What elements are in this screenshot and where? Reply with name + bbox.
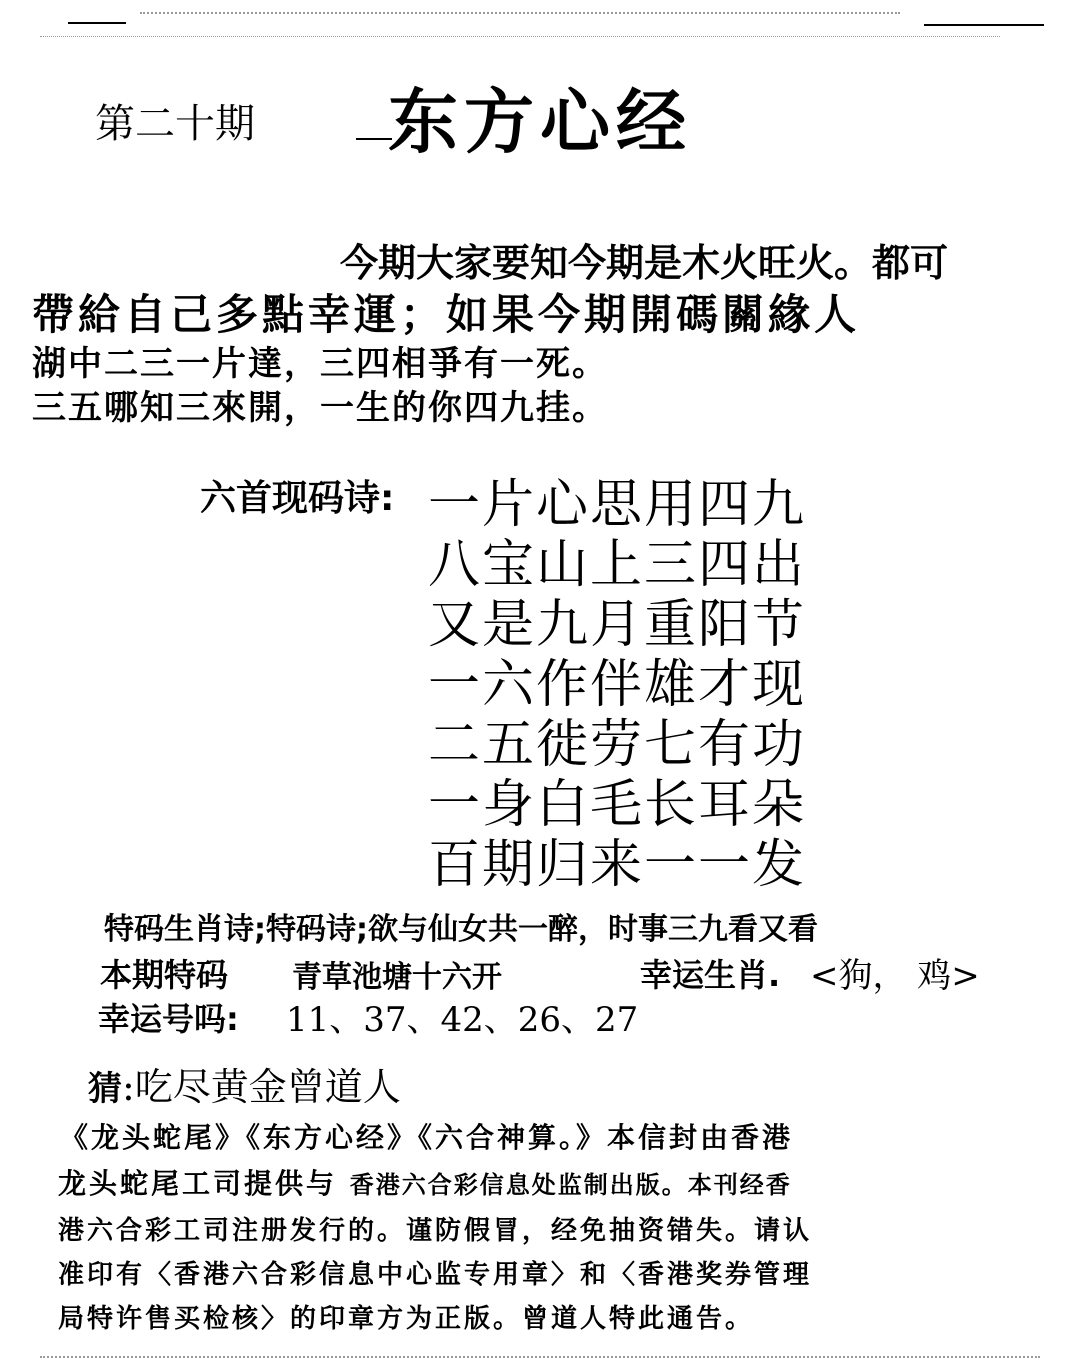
lucky-numbers-label: 幸运号吗: — [98, 1000, 239, 1038]
notice-line-4: 准印有〈香港六合彩信息中心监专用章〉和〈香港奖券管理 — [58, 1260, 813, 1290]
notice-line-5: 局特许售买检核〉的印章方为正版。曾道人特此通告。 — [58, 1304, 755, 1334]
notice-line-2 — [58, 1162, 792, 1202]
lucky-numbers-value: 11、37、42、26、27 — [286, 1000, 639, 1040]
guess-line — [88, 1056, 401, 1111]
intro-line-3: 湖中二三一片達，三四相爭有一死。 — [32, 344, 608, 384]
guess-value: :吃尽黄金曾道人 — [122, 1065, 401, 1109]
page-title: 东方心经 — [388, 81, 692, 163]
poem-line-7: 百期归来一一发 — [428, 835, 807, 895]
notice-line-3: 港六合彩工司注册发行的。谨防假冒，经免抽资错失。请认 — [58, 1216, 813, 1246]
intro-line-1: 今期大家要知今期是木火旺火。都可 — [340, 241, 949, 285]
poem-label: 六首现码诗: — [200, 478, 395, 519]
title-underline — [356, 138, 392, 140]
guess-label: 猜 — [88, 1069, 122, 1109]
poem-line-4: 一六作伴雄才现 — [428, 655, 807, 715]
poem-line-3: 又是九月重阳节 — [428, 595, 807, 655]
poem-line-2: 八宝山上三四出 — [428, 535, 807, 595]
intro-line-4: 三五哪知三來開，一生的你四九挂。 — [32, 388, 608, 428]
intro-line-2: 帶給自己多點幸運；如果今期開碼關緣人 — [32, 290, 861, 339]
poem-line-1: 一片心思用四九 — [428, 475, 807, 535]
special-poem-line: 特码生肖诗;特码诗;欲与仙女共一醉，时事三九看又看 — [104, 912, 818, 947]
issue-special-value: 青草池塘十六开 — [292, 960, 502, 995]
poem-line-5: 二五徙劳七有功 — [428, 715, 807, 775]
lucky-zodiac-value: <狗， 鸡> — [810, 956, 980, 996]
top-scan-noise-2 — [40, 36, 1000, 37]
top-left-rule — [68, 22, 126, 24]
issue-special-label: 本期特码 — [100, 956, 229, 994]
lucky-zodiac-label: 幸运生肖. — [640, 956, 781, 994]
notice-line-1: 《龙头蛇尾》《东方心经》《六合神算。》本信封由香港 — [60, 1121, 794, 1154]
poem-line-6: 一身白毛长耳朵 — [428, 775, 807, 835]
top-right-rule — [924, 24, 1044, 26]
issue-number: 第二十期 — [95, 101, 255, 147]
top-scan-noise — [140, 12, 900, 14]
notice-line-2-company: 龙头蛇尾工司提供与 — [58, 1167, 338, 1200]
notice-line-2-publisher: 香港六合彩信息处监制出版。本刊经香 — [349, 1171, 792, 1199]
bottom-scan-noise — [40, 1356, 1040, 1358]
